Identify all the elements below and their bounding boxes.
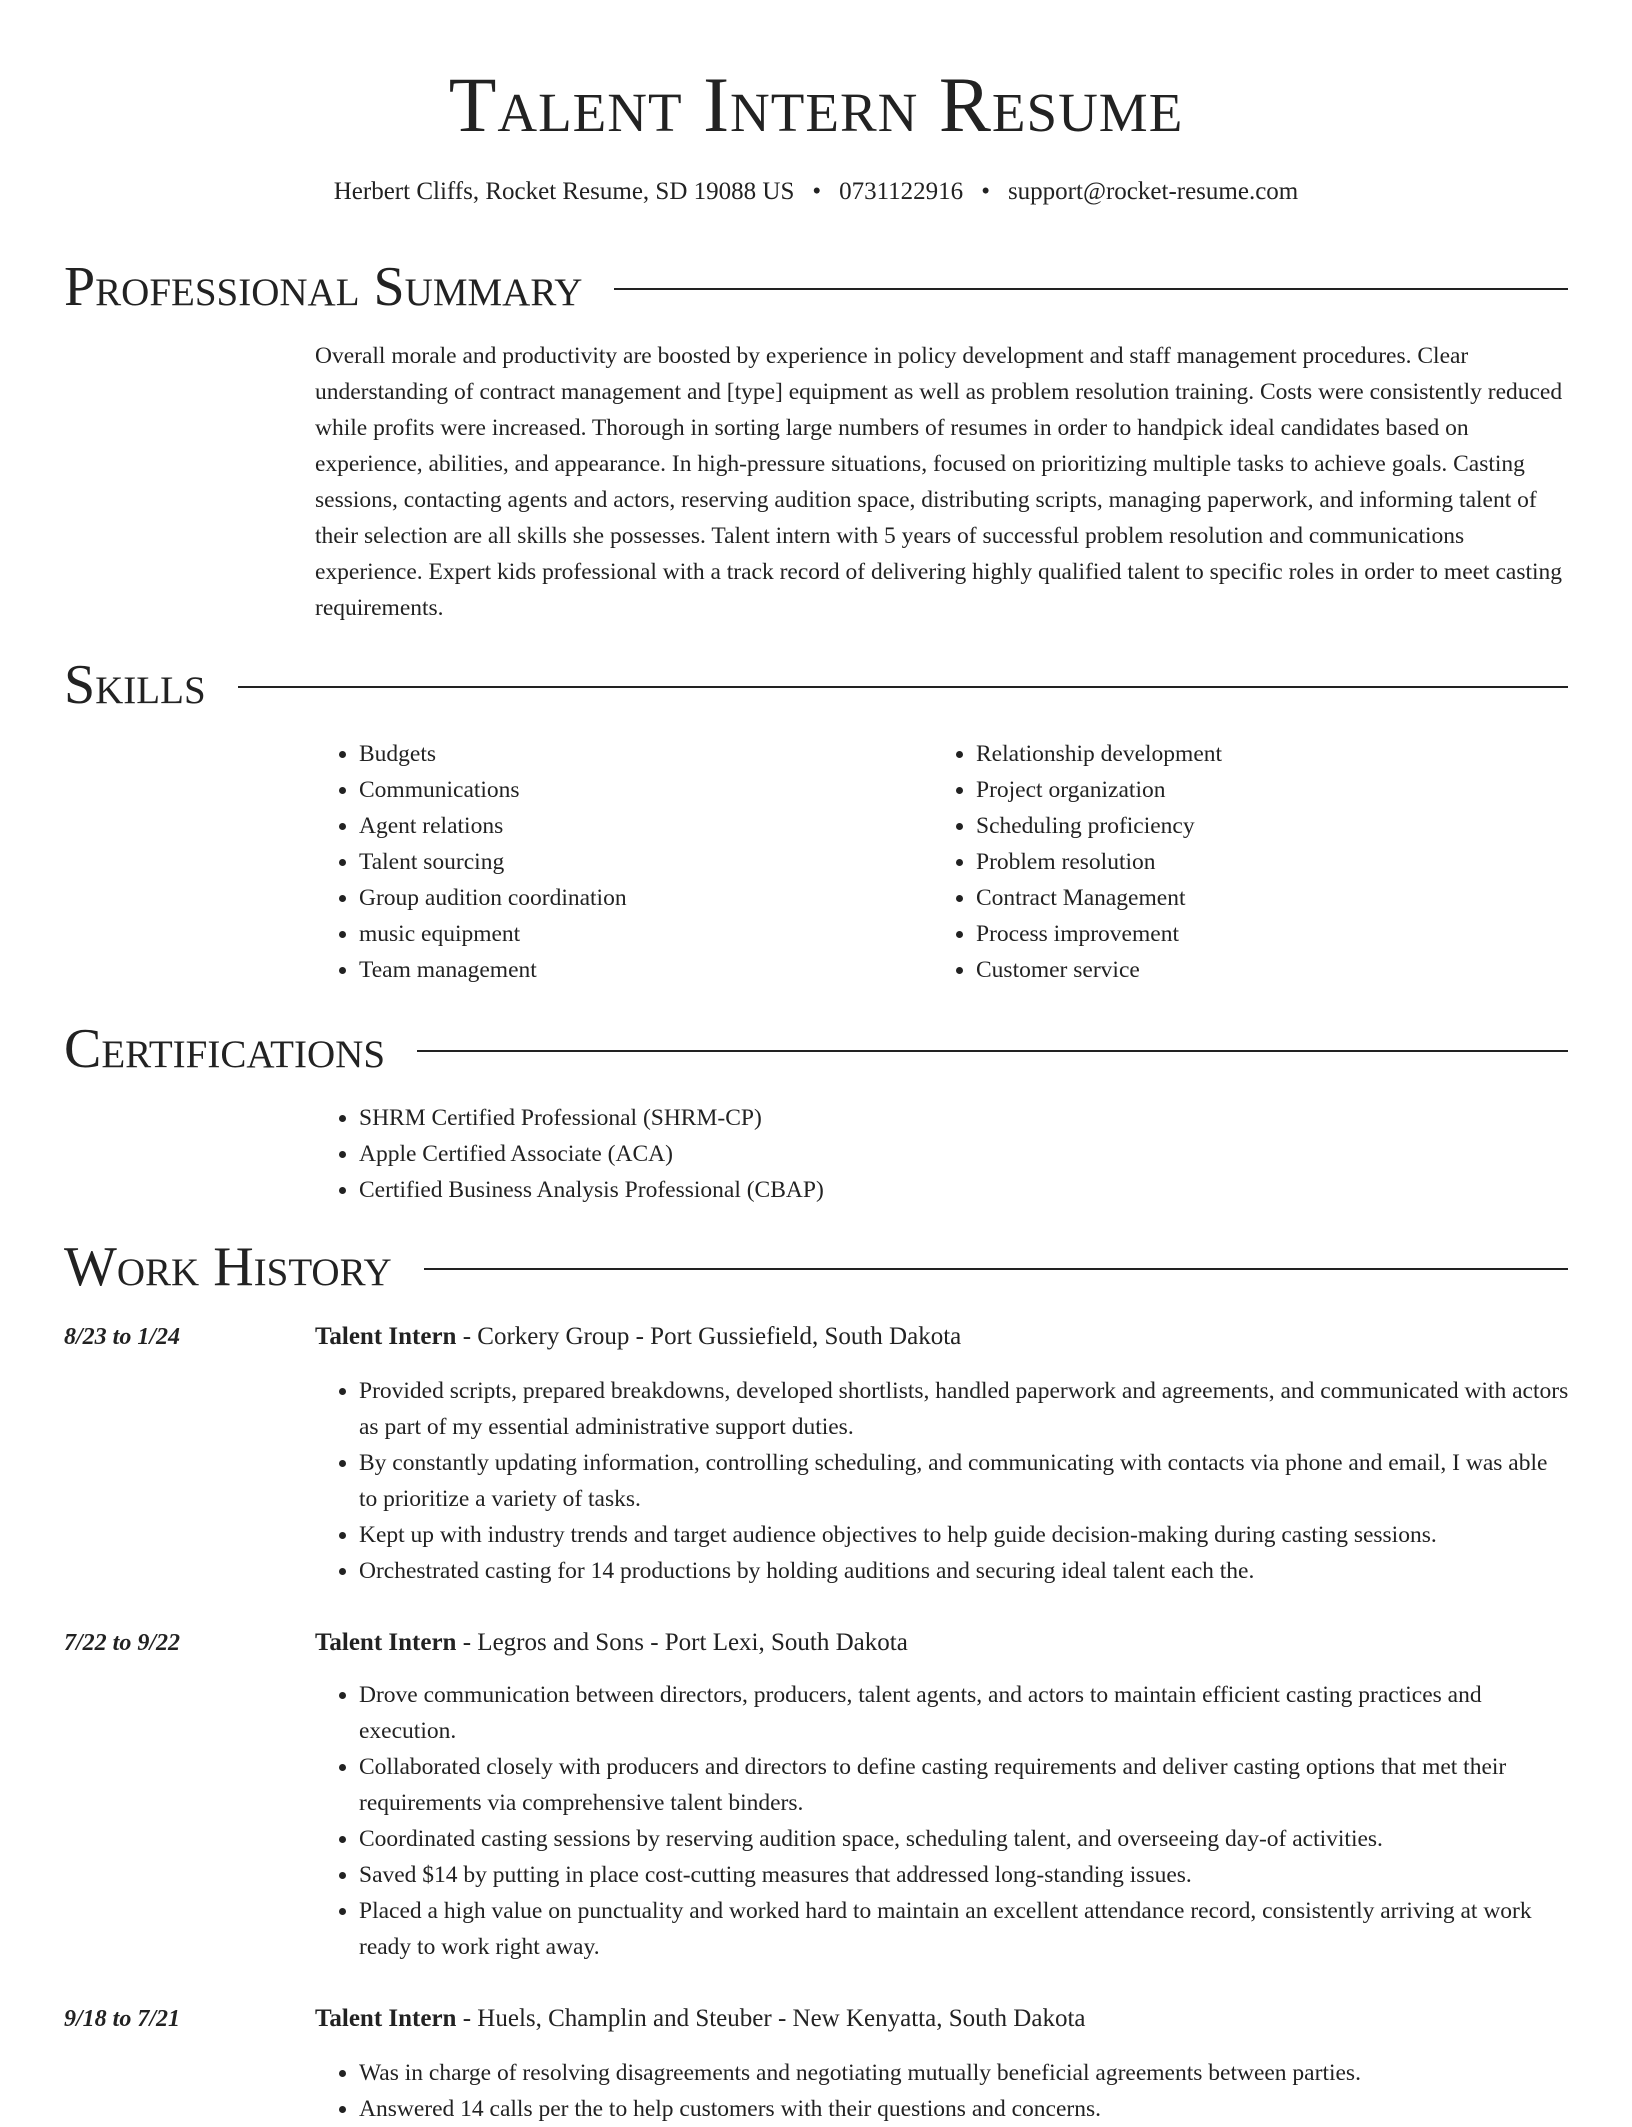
job-title-line xyxy=(315,1319,961,1355)
skills-column-left xyxy=(315,736,875,988)
job-bullet: • Coordinated casting sessions by reserving audition space, scheduling talent, and overseeing day-of activities. xyxy=(359,1821,1570,1857)
work-history-section-header xyxy=(64,1235,1568,1299)
job-bullet-list xyxy=(315,1677,1570,1965)
job-bullet: • Was in charge of resolving disagreements and negotiating mutually beneficial agreements between parties. xyxy=(359,2055,1570,2091)
job-employer-location: - Huels, Champlin and Steuber - New Kenyatta, South Dakota xyxy=(456,2005,1086,2032)
job-title-line xyxy=(315,1625,908,1661)
certifications-block xyxy=(315,1100,1315,1208)
contact-separator: • xyxy=(981,178,990,205)
job-bullet: • Provided scripts, prepared breakdowns, developed shortlists, handled paperwork and agreements, and communicated with actors as part of my essential administrative support duties. xyxy=(359,1373,1570,1445)
skill-item: • Relationship development xyxy=(976,736,1492,772)
skills-list-left xyxy=(315,736,875,988)
job-bullets xyxy=(315,1373,1570,1589)
job-bullet: • Answered 14 calls per the to help customers with their questions and concerns. xyxy=(359,2091,1570,2127)
job-title-line xyxy=(315,2001,1086,2037)
job-bullet: • Orchestrated casting for 14 productions by holding auditions and securing ideal talent each the. xyxy=(359,1553,1570,1589)
certification-item: • SHRM Certified Professional (SHRM-CP) xyxy=(359,1100,1315,1136)
job-bullet: • Collaborated closely with producers and directors to define casting requirements and deliver casting options that met their requirements via comprehensive talent binders. xyxy=(359,1749,1570,1821)
section-divider xyxy=(417,1050,1568,1052)
skill-item: • Process improvement xyxy=(976,916,1492,952)
job-role: Talent Intern xyxy=(315,1629,457,1656)
contact-address: Herbert Cliffs, Rocket Resume, SD 19088 US xyxy=(333,178,795,205)
contact-separator: • xyxy=(812,178,822,205)
skill-item: • Budgets xyxy=(359,736,875,772)
skill-item: • music equipment xyxy=(359,916,875,952)
contact-email: support@rocket-resume.com xyxy=(1007,178,1299,205)
job-dates: 7/22 to 9/22 xyxy=(64,1630,181,1656)
job-dates: 9/18 to 7/21 xyxy=(64,2006,181,2032)
skill-item: • Communications xyxy=(359,772,875,808)
job-bullet: • Placed a high value on punctuality and worked hard to maintain an excellent attendance record, consistently arriving at work ready to work right away. xyxy=(359,1893,1570,1965)
certification-item: • Apple Certified Associate (ACA) xyxy=(359,1136,1315,1172)
skills-heading: Skills xyxy=(64,654,206,716)
contact-line xyxy=(0,176,1632,208)
job-bullets xyxy=(315,1677,1570,1965)
job-bullet: • Kept up with industry trends and target audience objectives to help guide decision-making during casting sessions. xyxy=(359,1517,1570,1553)
resume-title: Talent Intern Resume xyxy=(448,61,1184,148)
skill-item: • Scheduling proficiency xyxy=(976,808,1492,844)
summary-heading: Professional Summary xyxy=(64,256,583,318)
job-role: Talent Intern xyxy=(315,1323,457,1350)
skill-item: • Talent sourcing xyxy=(359,844,875,880)
skills-section-header xyxy=(64,653,1568,717)
job-bullet: • Drove communication between directors, producers, talent agents, and actors to maintain efficient casting practices and execution. xyxy=(359,1677,1570,1749)
skill-item: • Customer service xyxy=(976,952,1492,988)
section-divider xyxy=(424,1268,1568,1270)
skill-item: • Project organization xyxy=(976,772,1492,808)
job-role: Talent Intern xyxy=(315,2005,457,2032)
job-employer-location: - Legros and Sons - Port Lexi, South Dakota xyxy=(456,1629,908,1656)
job-bullet: • Saved $14 by putting in place cost-cutting measures that addressed long-standing issues. xyxy=(359,1857,1570,1893)
job-bullet-list xyxy=(315,2055,1570,2127)
certifications-heading: Certifications xyxy=(64,1018,386,1080)
skill-item: • Group audition coordination xyxy=(359,880,875,916)
contact-phone: 0731122916 xyxy=(839,178,964,205)
summary-text: Overall morale and productivity are boosted by experience in policy development and staff management procedures. Clear understanding of contract management and [type] equipment as well as problem resolution training. Costs were consistently reduced while profits were increased. Thorough in sorting large numbers of resumes in order to handpick ideal candidates based on experience, abilities, and appearance. In high-pressure situations, focused on prioritizing multiple tasks to achieve goals. Casting sessions, contacting agents and actors, reserving audition space, distributing scripts, managing paperwork, and informing talent of their selection are all skills she possesses. Talent intern with 5 years of successful problem resolution and communications experience. Expert kids professional with a track record of delivering highly qualified talent to specific roles in order to meet casting requirements. xyxy=(315,343,1563,621)
skill-item: • Contract Management xyxy=(976,880,1492,916)
job-employer-location: - Corkery Group - Port Gussiefield, South Dakota xyxy=(456,1323,962,1350)
job-bullet: • By constantly updating information, controlling scheduling, and communicating with contacts via phone and email, I was able to prioritize a variety of tasks. xyxy=(359,1445,1570,1517)
job-bullet-list xyxy=(315,1373,1570,1589)
skill-item: • Problem resolution xyxy=(976,844,1492,880)
skill-item: • Team management xyxy=(359,952,875,988)
skills-list-right xyxy=(932,736,1492,988)
certifications-list xyxy=(315,1100,1315,1208)
section-divider xyxy=(238,686,1568,688)
certifications-section-header xyxy=(64,1017,1568,1081)
job-dates: 8/23 to 1/24 xyxy=(64,1324,181,1350)
section-divider xyxy=(614,288,1568,290)
job-bullets xyxy=(315,2055,1570,2127)
skills-column-right xyxy=(932,736,1492,988)
work-history-heading: Work History xyxy=(64,1236,392,1298)
skill-item: • Agent relations xyxy=(359,808,875,844)
summary-section-header xyxy=(64,255,1568,319)
certification-item: • Certified Business Analysis Professional (CBAP) xyxy=(359,1172,1315,1208)
